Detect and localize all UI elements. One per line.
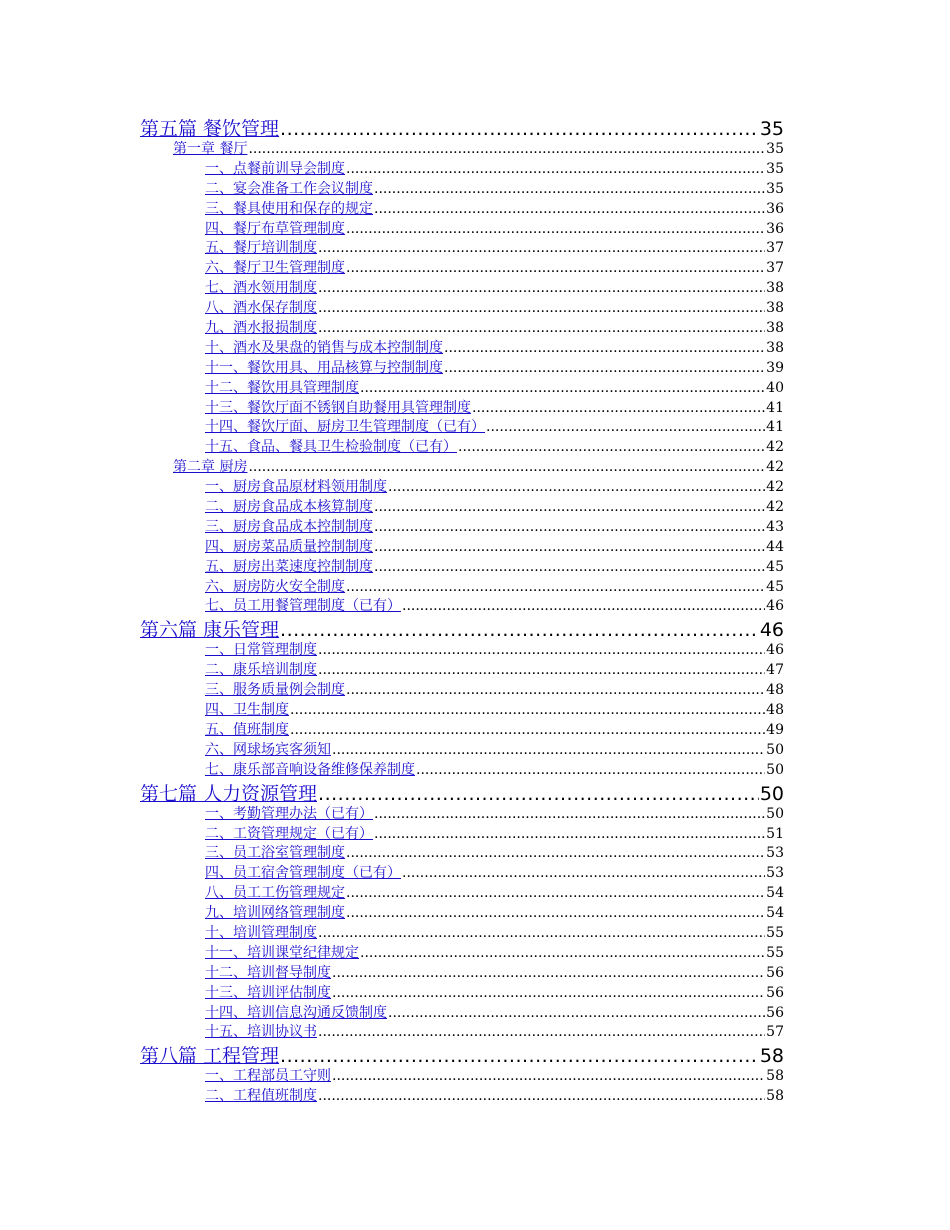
toc-entry-section[interactable] <box>140 1002 784 1022</box>
toc-entry-title-link[interactable]: 二、工程值班制度 <box>205 1088 317 1105</box>
toc-entry-section[interactable] <box>140 436 784 456</box>
toc-entry-title-link[interactable]: 第一章 餐厅 <box>173 141 248 157</box>
page-number: 38 <box>766 280 784 297</box>
dot-leader <box>318 783 759 805</box>
toc-entry-title-link[interactable]: 第二章 厨房 <box>173 459 248 476</box>
page-number: 42 <box>766 459 784 476</box>
toc-entry-title-link[interactable]: 三、员工浴室管理制度 <box>205 845 345 862</box>
toc-entry-section[interactable] <box>140 902 784 922</box>
toc-entry-title-link[interactable]: 七、康乐部音响设备维修保养制度 <box>205 761 415 778</box>
page-number: 53 <box>766 865 784 882</box>
toc-entry-title-link[interactable]: 第六篇 康乐管理 <box>140 619 280 642</box>
page-number: 50 <box>759 782 784 805</box>
toc-entry-section[interactable] <box>140 357 784 377</box>
toc-entry-part[interactable] <box>140 114 784 138</box>
toc-entry-title-link[interactable]: 二、厨房食品成本核算制度 <box>205 499 373 516</box>
toc-entry-section[interactable] <box>140 377 784 397</box>
toc-entry-section[interactable] <box>140 576 784 596</box>
toc-entry-section[interactable] <box>140 639 784 659</box>
page-number: 55 <box>766 944 784 961</box>
page-number: 36 <box>766 200 784 217</box>
toc-entry-title-link[interactable]: 一、考勤管理办法（已有） <box>205 805 373 822</box>
dot-leader <box>402 598 765 614</box>
toc-entry-title-link[interactable]: 第五篇 餐饮管理 <box>140 118 280 140</box>
toc-entry-part[interactable] <box>140 615 784 642</box>
dot-leader <box>280 1045 759 1067</box>
dot-leader <box>458 439 765 455</box>
toc-entry-section[interactable] <box>140 158 784 178</box>
dot-leader <box>374 519 765 535</box>
toc-entry-section[interactable] <box>140 823 784 843</box>
dot-leader <box>290 702 765 718</box>
page-number: 38 <box>766 320 784 337</box>
toc-entry-section[interactable] <box>140 297 784 317</box>
dot-leader <box>374 539 765 555</box>
dot-leader <box>346 579 765 595</box>
toc-entry-section[interactable] <box>140 337 784 357</box>
dot-leader <box>374 806 765 822</box>
toc-entry-section[interactable] <box>140 317 784 337</box>
dot-leader <box>374 826 765 842</box>
dot-leader <box>388 479 765 495</box>
toc-entry-title-link[interactable]: 二、工资管理规定（已有） <box>205 825 373 842</box>
page-number: 56 <box>766 964 784 981</box>
page-number: 48 <box>766 702 784 719</box>
toc-entry-title-link[interactable]: 九、酒水报损制度 <box>205 320 317 337</box>
toc-entry-title-link[interactable]: 十二、餐饮用具管理制度 <box>205 379 359 396</box>
toc-entry-section[interactable] <box>140 1085 784 1105</box>
toc-entry-section[interactable] <box>140 842 784 862</box>
toc-entry-part[interactable] <box>140 1041 784 1068</box>
page-number: 56 <box>766 1004 784 1021</box>
page-number: 54 <box>766 905 784 922</box>
toc-entry-title-link[interactable]: 五、值班制度 <box>205 721 289 738</box>
dot-leader <box>318 925 765 941</box>
page-number: 58 <box>766 1088 784 1105</box>
page-number: 58 <box>766 1068 784 1085</box>
toc-entry-title-link[interactable]: 一、日常管理制度 <box>205 642 317 659</box>
toc-entry-title-link[interactable]: 十四、培训信息沟通反馈制度 <box>205 1004 387 1021</box>
toc-entry-section[interactable] <box>140 198 784 218</box>
dot-leader <box>280 619 759 641</box>
page-number: 53 <box>766 845 784 862</box>
page-number: 42 <box>766 439 784 456</box>
toc-entry-title-link[interactable]: 一、工程部员工守则 <box>205 1068 331 1085</box>
toc-entry-section[interactable] <box>140 1065 784 1085</box>
page-number: 50 <box>766 805 784 822</box>
toc-entry-title-link[interactable]: 四、卫生制度 <box>205 702 289 719</box>
toc-entry-title-link[interactable]: 六、餐厅卫生管理制度 <box>205 260 345 277</box>
dot-leader <box>360 380 765 396</box>
page-number: 42 <box>766 479 784 496</box>
page-number: 46 <box>759 619 784 642</box>
toc-entry-section[interactable] <box>140 416 784 436</box>
dot-leader <box>318 642 765 658</box>
toc-entry-section[interactable] <box>140 739 784 759</box>
dot-leader <box>388 1005 765 1021</box>
dot-leader <box>332 1068 765 1084</box>
toc-entry-section[interactable] <box>140 882 784 902</box>
page-number: 57 <box>766 1024 784 1041</box>
toc-entry-section[interactable] <box>140 516 784 536</box>
dot-leader <box>332 965 765 981</box>
dot-leader <box>346 161 765 177</box>
dot-leader <box>318 280 765 296</box>
toc-entry-section[interactable] <box>140 982 784 1002</box>
toc-entry-title-link[interactable]: 四、厨房菜品质量控制制度 <box>205 538 373 555</box>
table-of-contents <box>140 114 784 1105</box>
toc-entry-section[interactable] <box>140 659 784 679</box>
dot-leader <box>318 240 765 256</box>
toc-entry-section[interactable] <box>140 922 784 942</box>
dot-leader <box>346 260 765 276</box>
toc-entry-title-link[interactable]: 八、员工工伤管理规定 <box>205 885 345 902</box>
toc-entry-section[interactable] <box>140 595 784 615</box>
page-number: 50 <box>766 741 784 758</box>
page-number: 46 <box>766 598 784 615</box>
page-number: 37 <box>766 260 784 277</box>
toc-entry-section[interactable] <box>140 679 784 699</box>
toc-entry-title-link[interactable]: 一、厨房食品原材料领用制度 <box>205 479 387 496</box>
dot-leader <box>332 985 765 1001</box>
page-number: 35 <box>766 141 784 157</box>
dot-leader <box>472 400 765 416</box>
toc-entry-title-link[interactable]: 二、康乐培训制度 <box>205 662 317 679</box>
dot-leader <box>346 845 765 861</box>
dot-leader <box>444 360 765 376</box>
dot-leader <box>374 181 765 197</box>
toc-entry-section[interactable] <box>140 759 784 779</box>
dot-leader <box>280 118 759 140</box>
dot-leader <box>332 742 765 758</box>
toc-entry-section[interactable] <box>140 942 784 962</box>
toc-entry-title-link[interactable]: 八、酒水保存制度 <box>205 300 317 317</box>
dot-leader <box>318 320 765 336</box>
page-number: 58 <box>759 1045 784 1068</box>
toc-entry-title-link[interactable]: 二、宴会准备工作会议制度 <box>205 180 373 197</box>
page-number: 39 <box>766 359 784 376</box>
toc-entry-chapter[interactable] <box>140 138 784 158</box>
toc-entry-title-link[interactable]: 十三、培训评估制度 <box>205 984 331 1001</box>
toc-entry-title-link[interactable]: 三、厨房食品成本控制制度 <box>205 518 373 535</box>
toc-entry-title-link[interactable]: 十五、食品、餐具卫生检验制度（已有） <box>205 439 457 456</box>
page-number: 56 <box>766 984 784 1001</box>
toc-entry-section[interactable] <box>140 1021 784 1041</box>
dot-leader <box>346 682 765 698</box>
toc-entry-title-link[interactable]: 四、餐厅布草管理制度 <box>205 220 345 237</box>
page-number: 38 <box>766 339 784 356</box>
dot-leader <box>402 865 765 881</box>
toc-entry-title-link[interactable]: 五、餐厅培训制度 <box>205 240 317 257</box>
page-number: 54 <box>766 885 784 902</box>
dot-leader <box>374 499 765 515</box>
page-number: 42 <box>766 499 784 516</box>
toc-entry-section[interactable] <box>140 257 784 277</box>
page-number: 44 <box>766 538 784 555</box>
toc-entry-title-link[interactable]: 十、酒水及果盘的销售与成本控制制度 <box>205 339 443 356</box>
toc-entry-section[interactable] <box>140 803 784 823</box>
toc-entry-title-link[interactable]: 三、服务质量例会制度 <box>205 682 345 699</box>
page-number: 50 <box>766 761 784 778</box>
dot-leader <box>290 722 765 738</box>
toc-entry-title-link[interactable]: 七、酒水领用制度 <box>205 280 317 297</box>
page-number: 49 <box>766 721 784 738</box>
page-number: 41 <box>766 419 784 436</box>
toc-entry-title-link[interactable]: 十五、培训协议书 <box>205 1024 317 1041</box>
toc-entry-section[interactable] <box>140 178 784 198</box>
toc-entry-title-link[interactable]: 十四、餐饮厅面、厨房卫生管理制度（已有） <box>205 419 485 436</box>
page-number: 46 <box>766 642 784 659</box>
page-number: 36 <box>766 220 784 237</box>
page-number: 45 <box>766 578 784 595</box>
dot-leader <box>360 945 765 961</box>
page-number: 35 <box>759 118 784 140</box>
dot-leader <box>346 905 765 921</box>
toc-entry-title-link[interactable]: 十、培训管理制度 <box>205 924 317 941</box>
toc-entry-chapter[interactable] <box>140 456 784 476</box>
dot-leader <box>346 221 765 237</box>
page-number: 41 <box>766 399 784 416</box>
toc-entry-title-link[interactable]: 第七篇 人力资源管理 <box>140 782 318 805</box>
toc-entry-section[interactable] <box>140 962 784 982</box>
page-number: 43 <box>766 518 784 535</box>
toc-entry-title-link[interactable]: 第八篇 工程管理 <box>140 1045 280 1068</box>
page-number: 55 <box>766 924 784 941</box>
toc-entry-section[interactable] <box>140 496 784 516</box>
page-number: 48 <box>766 682 784 699</box>
toc-entry-section[interactable] <box>140 476 784 496</box>
dot-leader <box>346 885 765 901</box>
dot-leader <box>318 1088 765 1104</box>
toc-entry-title-link[interactable]: 十三、餐饮厅面不锈钢自助餐用具管理制度 <box>205 399 471 416</box>
page-number: 51 <box>766 825 784 842</box>
toc-entry-section[interactable] <box>140 719 784 739</box>
toc-entry-section[interactable] <box>140 862 784 882</box>
page-number: 35 <box>766 160 784 177</box>
dot-leader <box>318 300 765 316</box>
toc-entry-part[interactable] <box>140 779 784 803</box>
dot-leader <box>248 459 765 475</box>
toc-entry-section[interactable] <box>140 397 784 417</box>
dot-leader <box>248 141 765 157</box>
toc-entry-title-link[interactable]: 五、厨房出菜速度控制制度 <box>205 558 373 575</box>
dot-leader <box>374 559 765 575</box>
toc-entry-section[interactable] <box>140 277 784 297</box>
page-number: 45 <box>766 558 784 575</box>
page-number: 40 <box>766 379 784 396</box>
toc-entry-section[interactable] <box>140 237 784 257</box>
toc-entry-title-link[interactable]: 十一、餐饮用具、用品核算与控制制度 <box>205 359 443 376</box>
dot-leader <box>318 1024 765 1040</box>
dot-leader <box>444 340 765 356</box>
page-number: 35 <box>766 180 784 197</box>
dot-leader <box>416 762 765 778</box>
page-number: 38 <box>766 300 784 317</box>
toc-entry-title-link[interactable]: 六、网球场宾客须知 <box>205 741 331 758</box>
toc-entry-title-link[interactable]: 四、员工宿舍管理制度（已有） <box>205 865 401 882</box>
page-number: 37 <box>766 240 784 257</box>
toc-entry-title-link[interactable]: 六、厨房防火安全制度 <box>205 578 345 595</box>
dot-leader <box>318 662 765 678</box>
toc-entry-title-link[interactable]: 十二、培训督导制度 <box>205 964 331 981</box>
toc-entry-title-link[interactable]: 九、培训网络管理制度 <box>205 905 345 922</box>
toc-entry-section[interactable] <box>140 218 784 238</box>
toc-entry-section[interactable] <box>140 556 784 576</box>
toc-entry-title-link[interactable]: 一、点餐前训导会制度 <box>205 160 345 177</box>
page-number: 47 <box>766 662 784 679</box>
toc-entry-title-link[interactable]: 十一、培训课堂纪律规定 <box>205 944 359 961</box>
toc-entry-title-link[interactable]: 七、员工用餐管理制度（已有） <box>205 598 401 615</box>
dot-leader <box>486 419 765 435</box>
toc-entry-section[interactable] <box>140 536 784 556</box>
toc-entry-title-link[interactable]: 三、餐具使用和保存的规定 <box>205 200 373 217</box>
dot-leader <box>374 201 765 217</box>
toc-entry-section[interactable] <box>140 699 784 719</box>
